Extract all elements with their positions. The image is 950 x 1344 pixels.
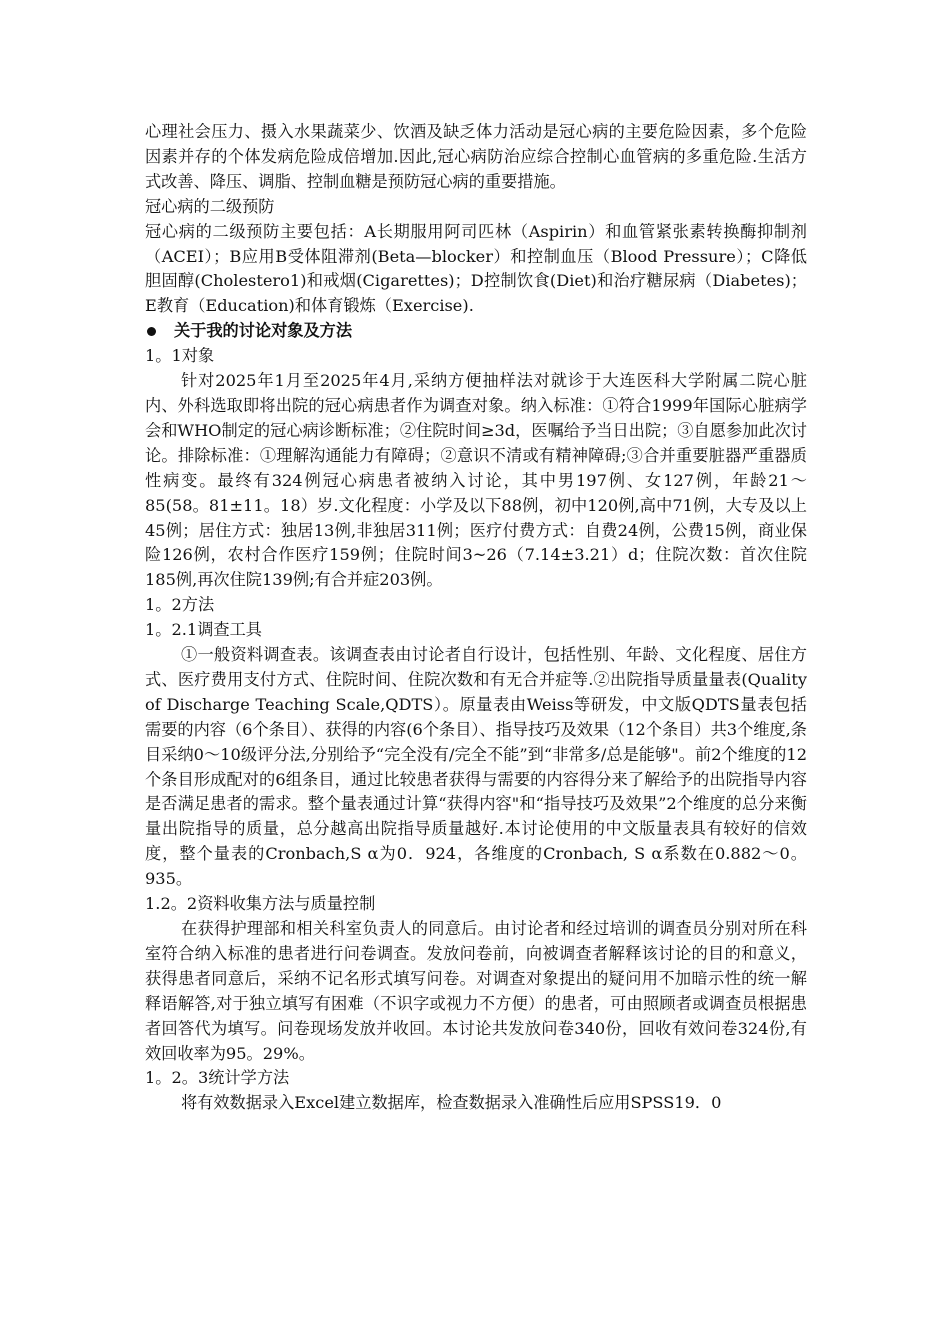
section-heading-subjects-methods [145,319,807,344]
subheading-statistics: 1。2。3统计学方法 [145,1068,290,1088]
section-heading-text: 关于我的讨论对象及方法 [174,321,353,341]
paragraph-risk-factors: 心理社会压力、摄入水果蔬菜少、饮酒及缺乏体力活动是冠心病的主要危险因素，多个危险因素并存的个体发病危险成倍增加.因此,冠心病防治应综合控制心血管病的多重危险.生活方式改善、降压、调脂、控制血糖是预防冠心病的重要措施。 [145,122,807,191]
subheading-data-collection: 1.2。2资料收集方法与质量控制 [145,894,376,914]
paragraph-survey-tools: ①一般资料调查表。该调查表由讨论者自行设计，包括性别、年龄、文化程度、居住方式、医疗费用支付方式、住院时间、住院次数和有无合并症等.②出院指导质量量表(Quality of Discharge Teaching Scale,QDTS）。原量表由Weiss等研发，中文版QDTS量表包括需要的内容（6个条目）、获得的内容(6个条目）、指导技巧及效果（12个条目）共3个维度,条目采纳0～10级评分法,分别给予“完全没有/完全不能”到“非常多/总是能够"。前2个维度的12个条目形成配对的6组条目，通过比较患者获得与需要的内容得分来了解给予的出院指导内容是否满足患者的需求。整个量表通过计算“获得内容"和“指导技巧及效果”2个维度的总分来衡量出院指导的质量，总分越高出院指导质量越好.本讨论使用的中文版量表具有较好的信效度，整个量表的Cronbach,S α为0．924，各维度的Cronbach, S α系数在0.882～0。935。 [145,645,807,889]
bullet-icon [147,327,156,336]
subheading-subjects: 1。1对象 [145,346,215,366]
paragraph-data-collection: 在获得护理部和相关科室负责人的同意后。由讨论者和经过培训的调查员分别对所在科室符合纳入标准的患者进行问卷调查。发放问卷前，向被调查者解释该讨论的目的和意义，获得患者同意后，采纳不记名形式填写问卷。对调查对象提出的疑问用不加暗示性的统一解释语解答,对于独立填写有困难（不识字或视力不方便）的患者，可由照顾者或调查员根据患者回答代为填写。问卷现场发放并收回。本讨论共发放问卷340份，回收有效问卷324份,有效回收率为95。29%。 [145,919,807,1063]
paragraph-secondary-prevention: 冠心病的二级预防主要包括：A长期服用阿司匹林（Aspirin）和血管紧张素转换酶抑制剂（ACEI）；B应用B受体阻滞剂(Beta—blocker）和控制血压（Blood Pressure）；C降低胆固醇(Cholestero1)和戒烟(Cigarettes)；D控制饮食(Diet)和治疗糖尿病（Diabetes)；E教育（Education)和体育锻炼（Exercise). [145,221,807,316]
document-page [145,120,807,1116]
paragraph-subjects: 针对2025年1月至2025年4月,采纳方便抽样法对就诊于大连医科大学附属二院心脏内、外科选取即将出院的冠心病患者作为调查对象。纳入标准：①符合1999年国际心脏病学会和WHO制定的冠心病诊断标准；②住院时间≥3d，医嘱给予当日出院；③自愿参加此次讨论。排除标准：①理解沟通能力有障碍；②意识不清或有精神障碍;③合并重要脏器严重器质性病变。最终有324例冠心病患者被纳入讨论，其中男197例、女127例，年龄21～85(58。81±11。18）岁.文化程度：小学及以下88例，初中120例,高中71例，大专及以上45例；居住方式：独居13例,非独居311例；医疗付费方式：自费24例，公费15例，商业保险126例，农村合作医疗159例；住院时间3~26（7.14±3.21）d；住院次数：首次住院185例,再次住院139例;有合并症203例。 [145,371,807,590]
heading-secondary-prevention: 冠心病的二级预防 [145,196,275,216]
subheading-survey-tools: 1。2.1调查工具 [145,620,262,640]
subheading-methods: 1。2方法 [145,595,215,615]
paragraph-statistics: 将有效数据录入Excel建立数据库，检查数据录入准确性后应用SPSS19．0 [181,1093,722,1113]
